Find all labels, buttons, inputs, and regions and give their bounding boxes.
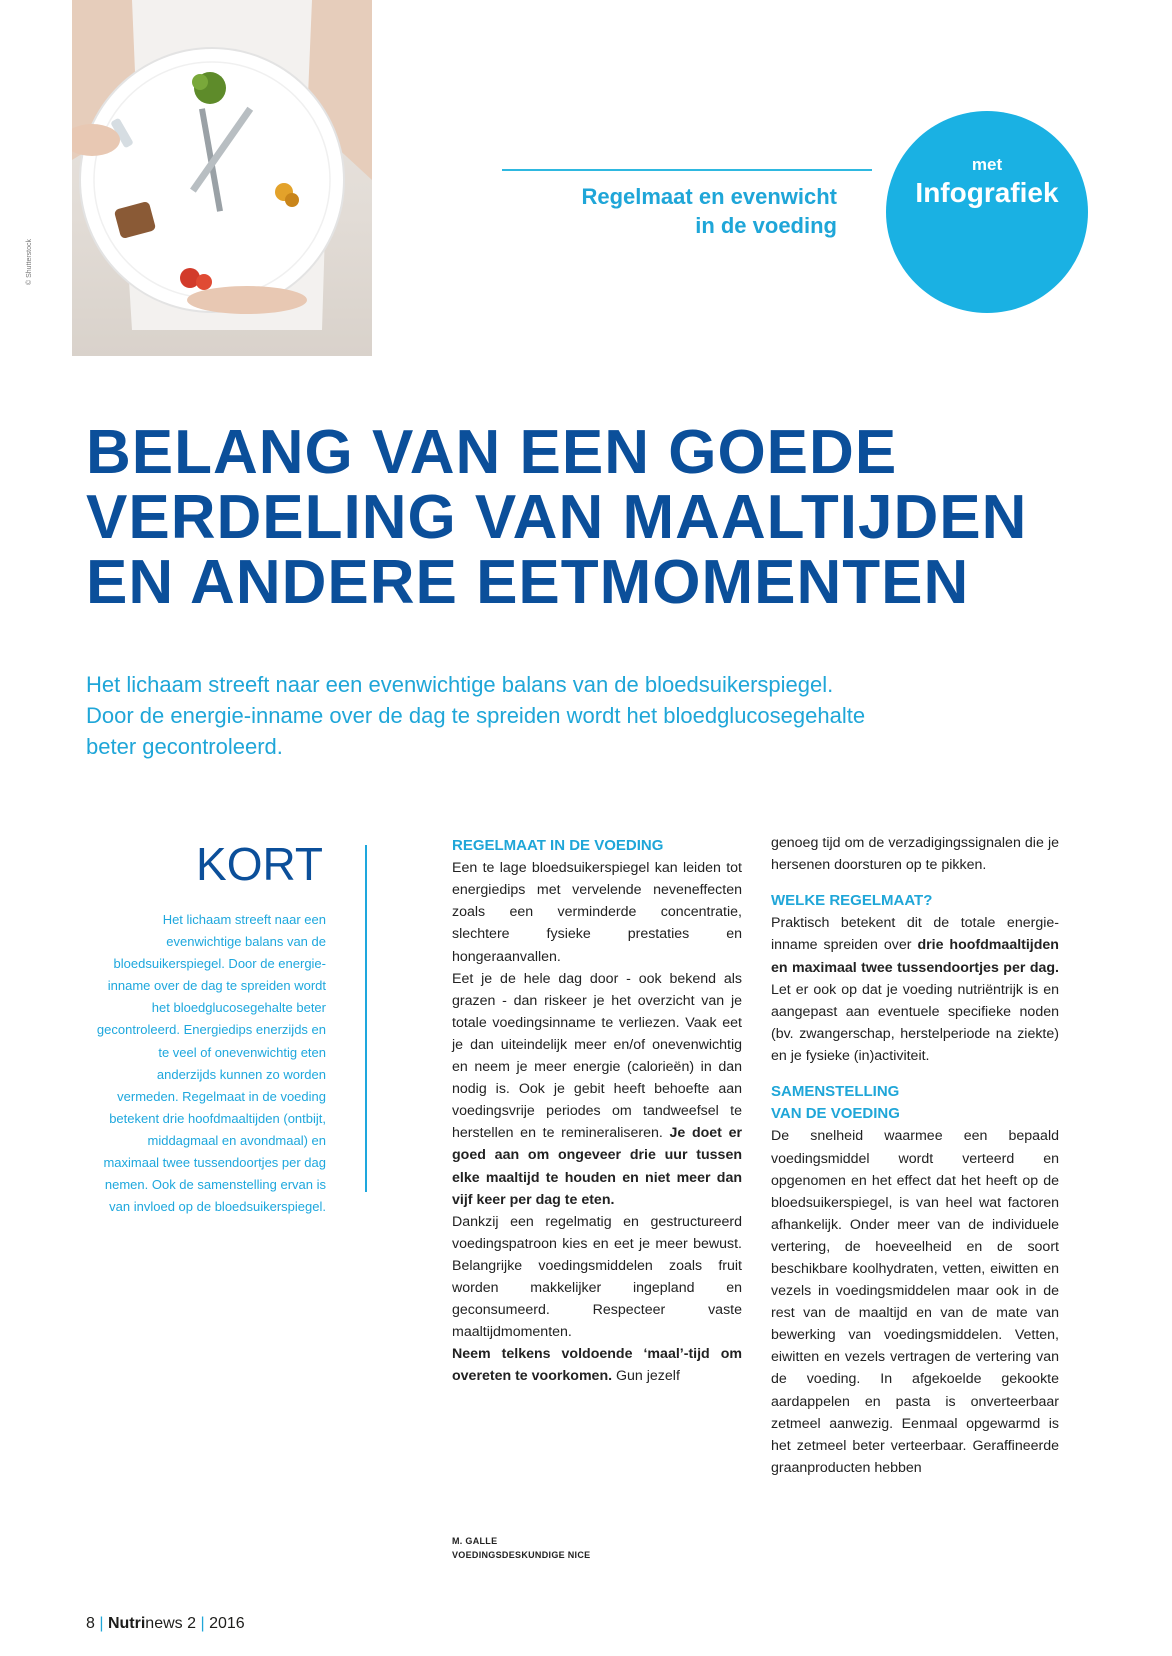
photo-credit: © Shutterstock (26, 238, 33, 285)
column2-paragraph-1 (771, 912, 1059, 1067)
issue-year: 2016 (209, 1615, 245, 1632)
column2-p1a: Praktisch betekent dit de totale energie-inname spreiden over (771, 915, 1059, 954)
column2-p1b: Let er ook op dat je voeding nutriëntrijk is en aangepast aan eventuele specifieke noden (bv. zwangerschap, herstelperiode na ziekte) en je fysieke (in)activiteit. (771, 981, 1059, 1064)
kicker (470, 182, 837, 240)
intro-line-3: beter gecontroleerd. (86, 734, 283, 759)
column1-p2-bold: Je doet er goed aan om ongeveer drie uur tussen elke maaltijd te houden en niet meer dan vijf keer per dag te eten. (452, 1125, 742, 1208)
column2-paragraph-0: genoeg tijd om de verzadigingssignalen die je hersenen doorsturen op te pikken. (771, 835, 1059, 874)
intro-line-1: Het lichaam streeft naar een evenwichtige balans van de bloedsuikerspiegel. (86, 672, 834, 697)
author-role: VOEDINGSDESKUNDIGE NICE (452, 1550, 591, 1560)
kort-title: KORT (196, 838, 323, 890)
section-heading-regelmaat: REGELMAAT IN DE VOEDING (452, 837, 664, 854)
kicker-rule (502, 169, 872, 171)
badge-big-text: Infografiek (915, 177, 1059, 208)
badge-small-text: met (971, 155, 1003, 174)
column1-paragraph-4 (452, 1343, 742, 1387)
author-credit (452, 1534, 590, 1562)
column1-paragraph-2 (452, 968, 742, 1211)
column1-p4-bold: Neem telkens voldoende ‘maal’-tijd om overeten te voorkomen. (452, 1346, 742, 1385)
column1-p4-text: Gun jezelf (612, 1368, 680, 1385)
folio-separator: | (99, 1615, 104, 1632)
kicker-line-2: in de voeding (695, 213, 837, 238)
article-headline (86, 420, 1136, 615)
magazine-name: news 2 (145, 1615, 196, 1632)
article-intro (86, 669, 926, 762)
infographic-badge (886, 111, 1088, 313)
body-column-1 (452, 835, 742, 1387)
column1-paragraph-3: Dankzij een regelmatig en gestructureerd voedingspatroon kies en eet je meer bewust. Belangrijke voedingsmiddelen zoals fruit worden makkelijker ingepland en geconsumeerd. Respecteer vaste maaltijdmomenten. (452, 1213, 742, 1341)
author-name: M. GALLE (452, 1536, 498, 1546)
headline-line-1: BELANG VAN EEN GOEDE (86, 418, 898, 487)
headline-line-3: EN ANDERE EETMOMENTEN (86, 548, 970, 617)
samenstelling-heading-line-2: VAN DE VOEDING (771, 1105, 900, 1123)
folio-separator-2: | (200, 1615, 205, 1632)
body-column-2 (771, 832, 1059, 1479)
section-heading-samenstelling (771, 1081, 1059, 1125)
section-heading-welke-regelmaat: WELKE REGELMAAT? (771, 892, 933, 910)
page-folio (86, 1615, 245, 1633)
kicker-line-1: Regelmaat en evenwicht (581, 184, 837, 209)
intro-line-2: Door de energie-inname over de dag te spreiden wordt het bloedglucosegehalte (86, 703, 866, 728)
column1-paragraph-1: Een te lage bloedsuikerspiegel kan leiden tot energiedips met vervelende neveneffecten zoals een verminderde concentratie, slechtere fysieke prestaties en hongeraanvallen. (452, 860, 742, 965)
kort-summary: Het lichaam streeft naar een evenwichtige balans van de bloedsuikerspiegel. Door de energie-inname over de dag te spreiden wordt het bloedglucosegehalte beter gecontroleerd. Energiedips enerzijds en te veel of onevenwichtig eten anderzijds kunnen zo worden vermeden. Regelmaat in de voeding betekent drie hoofdmaaltijden (ontbijt, middagmaal en avondmaal) en maximaal twee tussendoortjes per dag nemen. Ook de samenstelling ervan is van invloed op de bloedsuikerspiegel. (96, 912, 326, 1215)
headline-line-2: VERDELING VAN MAALTIJDEN (86, 483, 1028, 552)
column2-paragraph-2: De snelheid waarmee een bepaald voedingsmiddel wordt verteerd en opgenomen en het effect dat het heeft op de bloedsuikerspiegel, is van heel wat factoren afhankelijk. Onder meer van de individuele vertering, de hoeveelheid en de soort beschikbare koolhydraten, vetten, eiwitten en vezels in voedingsmiddelen maar ook in de rest van de maaltijd en van de mate van bewerking van voedingsmiddelen. Vetten, eiwitten en vezels vertragen de vertering van de voeding. In afgekoelde gekookte aardappelen en pasta is onverteerbaar zetmeel aanwezig. Eenmaal opgewarmd is het zetmeel beter verteerbaar. Geraffineerde graanproducten hebben (771, 1128, 1059, 1476)
samenstelling-heading-line-1: SAMENSTELLING (771, 1083, 900, 1101)
magazine-name-bold: Nutri (107, 1615, 146, 1632)
plate-clock-illustration (72, 0, 372, 356)
kort-divider (365, 845, 367, 1192)
hero-photo (72, 0, 372, 356)
column1-p2-text: Eet je de hele dag door - ook bekend als grazen - dan riskeer je het overzicht van je totale voedingsinname te verliezen. Vaak eet je dan uiteindelijk meer en/of onevenwichtig en neem je meer energie (calorieën) in dan nodig is. Ook je gebit heeft behoefte aan voedingsvrije periodes om tandweefsel te herstellen en te remineraliseren. (452, 970, 742, 1142)
page-number: 8 (86, 1615, 95, 1632)
column2-p1-bold: drie hoofdmaaltijden en maximaal twee tussendoortjes per dag. (771, 937, 1059, 976)
